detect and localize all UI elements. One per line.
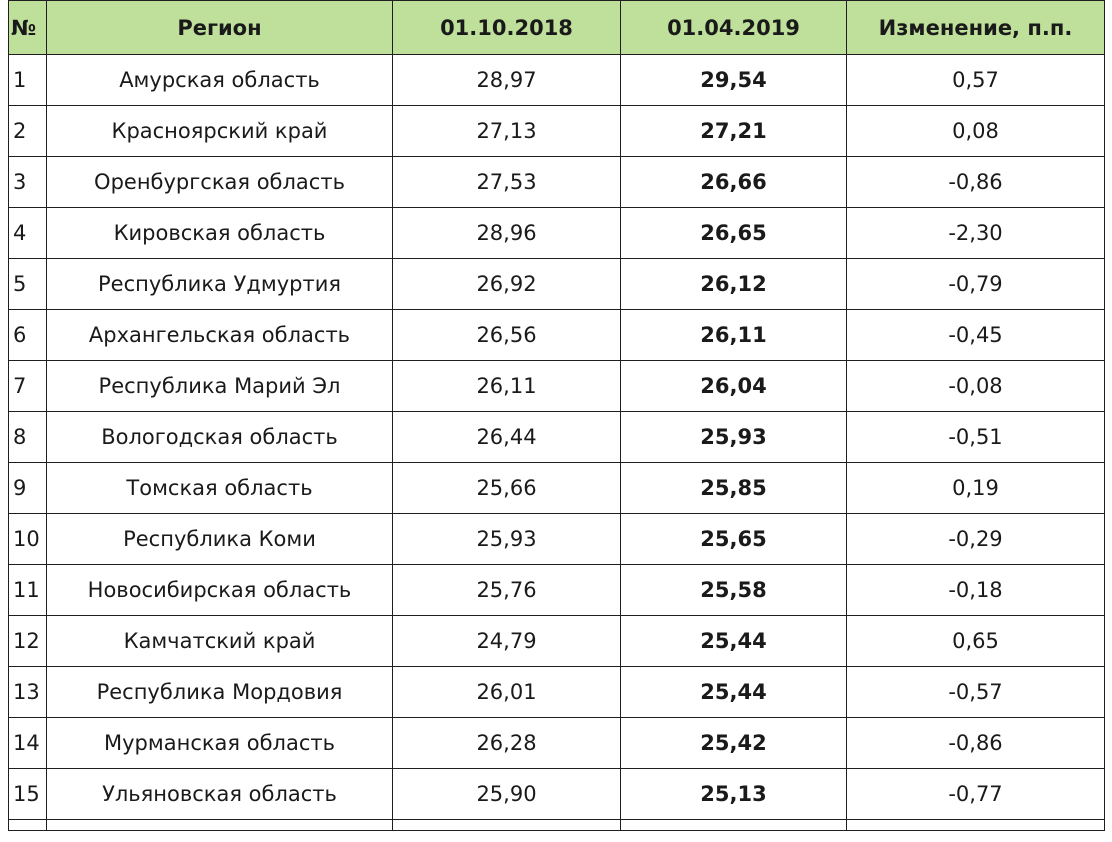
table-row [9,259,1105,310]
change-cell: -0,79 [847,259,1105,310]
value-2018-cell: 26,44 [393,412,621,463]
value-2019-cell: 25,42 [621,718,847,769]
change-cell: -0,08 [847,361,1105,412]
row-number-cell: 14 [9,718,47,769]
region-name-cell: Мурманская область [47,718,393,769]
change-cell: -0,51 [847,412,1105,463]
change-cell: -0,77 [847,769,1105,820]
region-table-container [8,0,1104,831]
region-name-cell: Ульяновская область [47,769,393,820]
table-row [9,412,1105,463]
empty-cell [393,820,621,831]
value-2019-cell: 25,44 [621,667,847,718]
change-cell: 0,08 [847,106,1105,157]
change-cell: 0,19 [847,463,1105,514]
table-row [9,667,1105,718]
header-region: Регион [47,1,393,55]
table-row [9,106,1105,157]
region-name-cell: Новосибирская область [47,565,393,616]
change-cell: 0,65 [847,616,1105,667]
region-name-cell: Амурская область [47,55,393,106]
header-date-2019: 01.04.2019 [621,1,847,55]
row-number-cell: 10 [9,514,47,565]
value-2019-cell: 26,04 [621,361,847,412]
value-2019-cell: 26,12 [621,259,847,310]
value-2019-cell: 25,58 [621,565,847,616]
region-name-cell: Республика Марий Эл [47,361,393,412]
value-2018-cell: 27,53 [393,157,621,208]
value-2018-cell: 26,92 [393,259,621,310]
change-cell: -2,30 [847,208,1105,259]
table-body [9,55,1105,831]
change-cell: 0,57 [847,55,1105,106]
table-row [9,565,1105,616]
region-name-cell: Камчатский край [47,616,393,667]
row-number-cell: 13 [9,667,47,718]
table-row [9,718,1105,769]
change-cell: -0,86 [847,718,1105,769]
row-number-cell: 7 [9,361,47,412]
row-number-cell: 1 [9,55,47,106]
row-number-cell: 3 [9,157,47,208]
table-row [9,463,1105,514]
region-name-cell: Вологодская область [47,412,393,463]
region-table [8,0,1105,831]
value-2018-cell: 28,96 [393,208,621,259]
value-2018-cell: 25,76 [393,565,621,616]
table-row [9,361,1105,412]
value-2018-cell: 26,56 [393,310,621,361]
region-name-cell: Оренбургская область [47,157,393,208]
table-row [9,208,1105,259]
value-2018-cell: 27,13 [393,106,621,157]
change-cell: -0,86 [847,157,1105,208]
region-name-cell: Республика Удмуртия [47,259,393,310]
header-date-2018: 01.10.2018 [393,1,621,55]
row-number-cell: 15 [9,769,47,820]
row-number-cell: 6 [9,310,47,361]
region-name-cell: Красноярский край [47,106,393,157]
value-2019-cell: 25,85 [621,463,847,514]
table-row [9,514,1105,565]
row-number-cell: 8 [9,412,47,463]
value-2019-cell: 25,13 [621,769,847,820]
value-2018-cell: 25,93 [393,514,621,565]
change-cell: -0,29 [847,514,1105,565]
table-row [9,769,1105,820]
value-2018-cell: 26,28 [393,718,621,769]
table-header-row [9,1,1105,55]
header-change: Изменение, п.п. [847,1,1105,55]
table-row [9,55,1105,106]
value-2018-cell: 25,66 [393,463,621,514]
row-number-cell: 5 [9,259,47,310]
region-name-cell: Архангельская область [47,310,393,361]
value-2018-cell: 28,97 [393,55,621,106]
value-2018-cell: 25,90 [393,769,621,820]
value-2019-cell: 26,66 [621,157,847,208]
change-cell: -0,57 [847,667,1105,718]
empty-cell [9,820,47,831]
table-row [9,616,1105,667]
change-cell: -0,18 [847,565,1105,616]
value-2019-cell: 25,65 [621,514,847,565]
row-number-cell: 9 [9,463,47,514]
value-2019-cell: 25,93 [621,412,847,463]
value-2019-cell: 29,54 [621,55,847,106]
empty-cell [621,820,847,831]
region-name-cell: Республика Коми [47,514,393,565]
change-cell: -0,45 [847,310,1105,361]
value-2019-cell: 25,44 [621,616,847,667]
empty-cell [847,820,1105,831]
value-2018-cell: 24,79 [393,616,621,667]
row-number-cell: 11 [9,565,47,616]
row-number-cell: 4 [9,208,47,259]
empty-cell [47,820,393,831]
region-name-cell: Томская область [47,463,393,514]
region-name-cell: Республика Мордовия [47,667,393,718]
row-number-cell: 2 [9,106,47,157]
region-name-cell: Кировская область [47,208,393,259]
value-2019-cell: 26,65 [621,208,847,259]
value-2018-cell: 26,11 [393,361,621,412]
table-row [9,157,1105,208]
header-num: № [9,1,47,55]
row-number-cell: 12 [9,616,47,667]
value-2019-cell: 26,11 [621,310,847,361]
value-2018-cell: 26,01 [393,667,621,718]
table-row-partial [9,820,1105,831]
value-2019-cell: 27,21 [621,106,847,157]
table-row [9,310,1105,361]
